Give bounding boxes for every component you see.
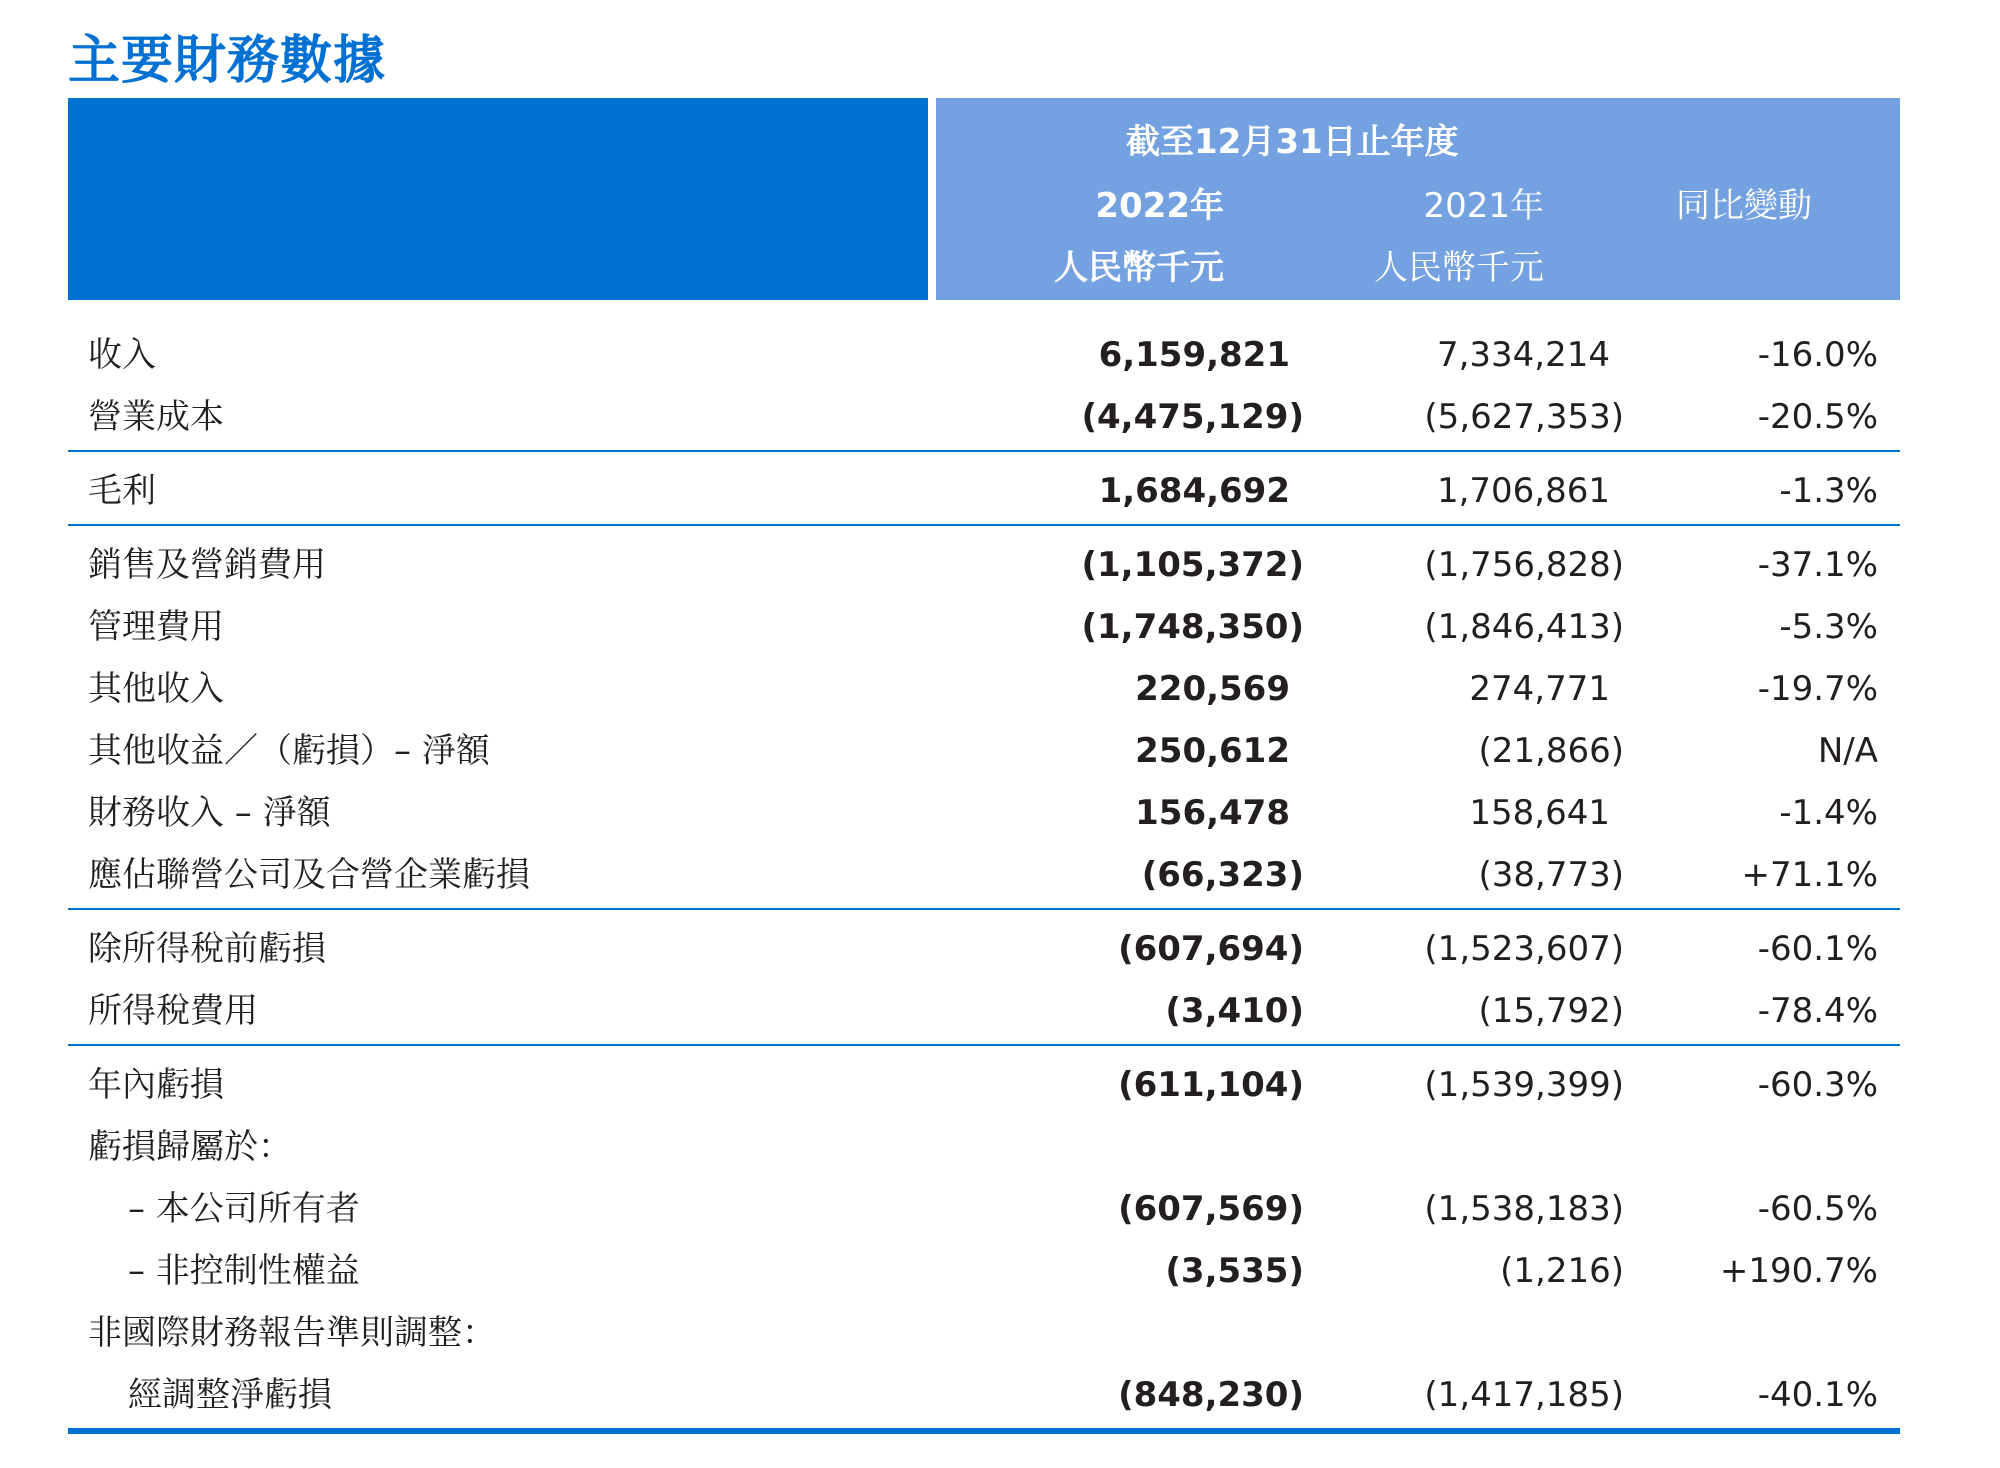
row-value-2022: (1,748,350) <box>1081 607 1304 647</box>
row-value-2021: (38,773) <box>1478 855 1624 895</box>
row-value-2022: (607,569) <box>1118 1189 1304 1229</box>
divider <box>68 450 1900 452</box>
row-label: 毛利 <box>88 471 156 511</box>
row-change: -19.7% <box>1757 669 1878 709</box>
table-row <box>68 1240 1900 1302</box>
row-label: 非國際財務報告準則調整： <box>88 1313 496 1353</box>
table-row <box>68 844 1900 906</box>
row-change: -60.1% <box>1757 929 1878 969</box>
row-value-2021: (1,756,828) <box>1424 545 1624 585</box>
row-value-2022: (1,105,372) <box>1081 545 1304 585</box>
row-label: 虧損歸屬於： <box>88 1127 292 1167</box>
table-row <box>68 1178 1900 1240</box>
row-label: 其他收入 <box>88 669 224 709</box>
row-change: -60.5% <box>1757 1189 1878 1229</box>
row-value-2021: (1,523,607) <box>1424 929 1624 969</box>
table-row <box>68 1054 1900 1116</box>
page-title: 主要財務數據 <box>68 31 387 91</box>
row-change: N/A <box>1817 731 1878 771</box>
row-value-2021: (21,866) <box>1478 731 1624 771</box>
header-change: 同比變動 <box>1676 186 1812 226</box>
row-label: 收入 <box>88 335 156 375</box>
row-label: 除所得稅前虧損 <box>88 929 326 969</box>
divider <box>68 524 1900 526</box>
row-label: 管理費用 <box>88 607 224 647</box>
row-label: 應佔聯營公司及合營企業虧損 <box>88 855 530 895</box>
row-value-2021: 1,706,861 <box>1436 471 1610 511</box>
table-bottom-rule <box>68 1428 1900 1434</box>
row-value-2021: (1,539,399) <box>1424 1065 1624 1105</box>
table-row <box>68 386 1900 448</box>
row-value-2022: (3,410) <box>1165 991 1304 1031</box>
table-row <box>68 782 1900 844</box>
row-value-2022: 156,478 <box>1135 793 1290 833</box>
row-value-2021: 158,641 <box>1469 793 1610 833</box>
row-change: +71.1% <box>1741 855 1878 895</box>
table-row <box>68 324 1900 386</box>
row-value-2022: 1,684,692 <box>1098 471 1290 511</box>
table-row <box>68 1364 1900 1426</box>
divider <box>68 1044 1900 1046</box>
table-row <box>68 720 1900 782</box>
row-value-2021: (1,417,185) <box>1424 1375 1624 1415</box>
row-value-2022: 250,612 <box>1135 731 1290 771</box>
row-label: – 非控制性權益 <box>128 1251 360 1291</box>
row-value-2022: (3,535) <box>1165 1251 1304 1291</box>
header-period: 截至12月31日止年度 <box>1126 122 1459 162</box>
row-value-2021: (15,792) <box>1478 991 1624 1031</box>
row-value-2021: (1,846,413) <box>1424 607 1624 647</box>
row-change: +190.7% <box>1719 1251 1878 1291</box>
row-change: -16.0% <box>1757 335 1878 375</box>
header-label-block <box>68 98 928 300</box>
row-change: -1.3% <box>1779 471 1878 511</box>
row-value-2022: (4,475,129) <box>1081 397 1304 437</box>
table-row <box>68 1302 1900 1364</box>
row-change: -40.1% <box>1757 1375 1878 1415</box>
row-value-2021: 7,334,214 <box>1436 335 1610 375</box>
row-value-2022: (848,230) <box>1118 1375 1304 1415</box>
row-label: 營業成本 <box>88 397 224 437</box>
row-label: 年內虧損 <box>88 1065 224 1105</box>
row-value-2021: (1,216) <box>1500 1251 1624 1291</box>
row-value-2022: 6,159,821 <box>1098 335 1290 375</box>
row-change: -1.4% <box>1779 793 1878 833</box>
row-value-2021: (1,538,183) <box>1424 1189 1624 1229</box>
row-change: -37.1% <box>1757 545 1878 585</box>
table-row <box>68 980 1900 1042</box>
row-change: -20.5% <box>1757 397 1878 437</box>
header-2021-unit: 人民幣千元 <box>1374 248 1544 288</box>
header-2022-year: 2022年 <box>1095 186 1224 226</box>
row-label: 銷售及營銷費用 <box>88 545 326 585</box>
row-label: – 本公司所有者 <box>128 1189 360 1229</box>
header-2021-year: 2021年 <box>1423 186 1544 226</box>
row-value-2022: (611,104) <box>1118 1065 1304 1105</box>
divider <box>68 908 1900 910</box>
row-value-2021: (5,627,353) <box>1424 397 1624 437</box>
table-row <box>68 534 1900 596</box>
row-value-2021: 274,771 <box>1469 669 1610 709</box>
row-value-2022: 220,569 <box>1135 669 1290 709</box>
row-change: -5.3% <box>1779 607 1878 647</box>
table-row <box>68 658 1900 720</box>
row-change: -60.3% <box>1757 1065 1878 1105</box>
row-label: 財務收入 – 淨額 <box>88 793 331 833</box>
table-row <box>68 1116 1900 1178</box>
table-row <box>68 460 1900 522</box>
header-2022-unit: 人民幣千元 <box>1054 248 1224 288</box>
row-label: 其他收益／（虧損）– 淨額 <box>88 731 490 771</box>
table-row <box>68 596 1900 658</box>
table-row <box>68 918 1900 980</box>
row-change: -78.4% <box>1757 991 1878 1031</box>
row-label: 經調整淨虧損 <box>128 1375 332 1415</box>
header-column-block <box>936 98 1900 300</box>
row-label: 所得稅費用 <box>88 991 258 1031</box>
row-value-2022: (66,323) <box>1141 855 1304 895</box>
row-value-2022: (607,694) <box>1118 929 1304 969</box>
